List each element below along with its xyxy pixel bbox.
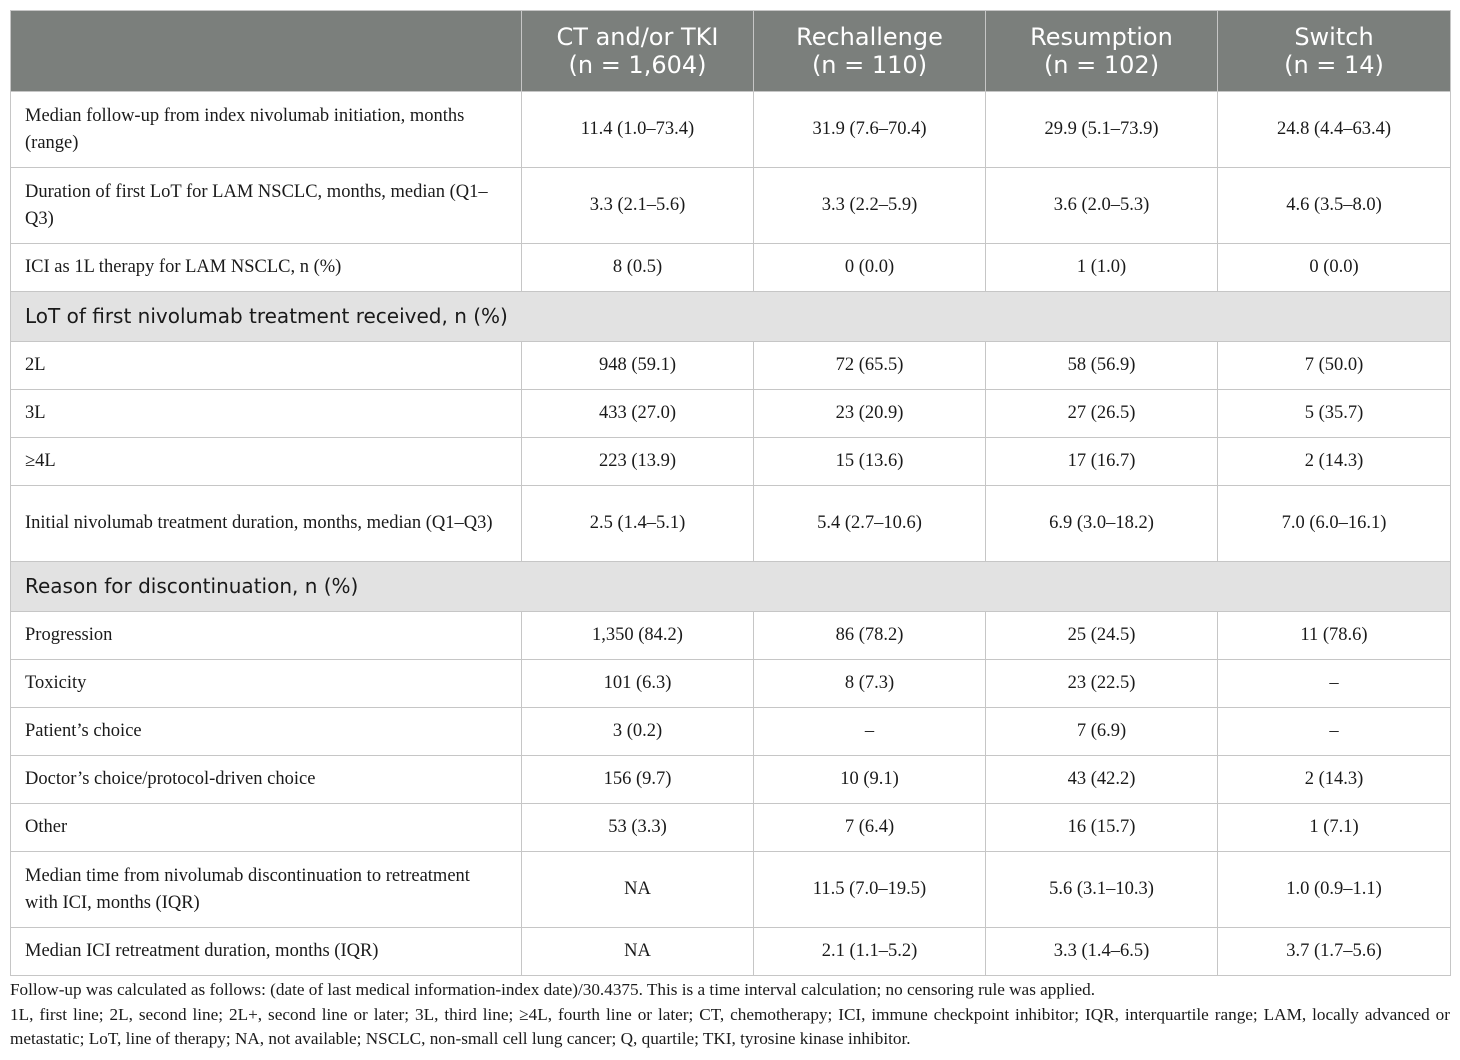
cell-value: – [1218, 660, 1451, 708]
row-label: Initial nivolumab treatment duration, months, median (Q1–Q3) [11, 486, 522, 562]
cell-value: 72 (65.5) [754, 342, 986, 390]
section-header-row [11, 292, 1451, 342]
table-row [11, 852, 1451, 928]
cell-value: 7.0 (6.0–16.1) [1218, 486, 1451, 562]
cell-value: 1.0 (0.9–1.1) [1218, 852, 1451, 928]
header-count: (n = 1,604) [568, 51, 707, 79]
cell-value: 29.9 (5.1–73.9) [986, 92, 1218, 168]
table-row [11, 660, 1451, 708]
table-row [11, 342, 1451, 390]
data-table [10, 10, 1451, 976]
data-table-container [10, 10, 1450, 976]
row-label: Median time from nivolumab discontinuation to retreatment with ICI, months (IQR) [11, 852, 522, 928]
cell-value: 7 (50.0) [1218, 342, 1451, 390]
cell-value: 2 (14.3) [1218, 756, 1451, 804]
cell-value: 2 (14.3) [1218, 438, 1451, 486]
cell-value: 17 (16.7) [986, 438, 1218, 486]
table-row [11, 92, 1451, 168]
cell-value: 8 (0.5) [522, 244, 754, 292]
cell-value: 3.3 (2.1–5.6) [522, 168, 754, 244]
header-cell-resumption [986, 11, 1218, 92]
table-row [11, 612, 1451, 660]
footnote-abbreviations: 1L, first line; 2L, second line; 2L+, second line or later; 3L, third line; ≥4L, fourth line or later; CT, chemotherapy; ICI, immune checkpoint inhibitor; IQR, interquartile range; LAM, locally advanced or metastatic; LoT, line of therapy; NA, not available; NSCLC, non-small cell lung cancer; Q, quartile; TKI, tyrosine kinase inhibitor. [10, 1004, 1450, 1048]
cell-value: 15 (13.6) [754, 438, 986, 486]
cell-value: 23 (22.5) [986, 660, 1218, 708]
row-label: Median follow-up from index nivolumab initiation, months (range) [11, 92, 522, 168]
footnote-follow-up: Follow-up was calculated as follows: (date of last medical information-index date)/30.4375. This is a time interval calculation; no censoring rule was applied. [10, 980, 1096, 999]
cell-value: 101 (6.3) [522, 660, 754, 708]
section-title: LoT of first nivolumab treatment received, n (%) [11, 292, 1451, 342]
table-row [11, 390, 1451, 438]
row-label: ICI as 1L therapy for LAM NSCLC, n (%) [11, 244, 522, 292]
header-cell-switch [1218, 11, 1451, 92]
header-count: (n = 14) [1284, 51, 1384, 79]
cell-value: 23 (20.9) [754, 390, 986, 438]
table-row [11, 756, 1451, 804]
table-header-row [11, 11, 1451, 92]
cell-value: 2.1 (1.1–5.2) [754, 928, 986, 976]
cell-value: 433 (27.0) [522, 390, 754, 438]
cell-value: 5.6 (3.1–10.3) [986, 852, 1218, 928]
cell-value: – [754, 708, 986, 756]
cell-value: 7 (6.4) [754, 804, 986, 852]
cell-value: 6.9 (3.0–18.2) [986, 486, 1218, 562]
cell-value: 4.6 (3.5–8.0) [1218, 168, 1451, 244]
table-row [11, 168, 1451, 244]
table-row [11, 928, 1451, 976]
header-title: Resumption [1030, 23, 1173, 51]
cell-value: 156 (9.7) [522, 756, 754, 804]
cell-value: 10 (9.1) [754, 756, 986, 804]
cell-value: 43 (42.2) [986, 756, 1218, 804]
cell-value: 223 (13.9) [522, 438, 754, 486]
cell-value: 3.7 (1.7–5.6) [1218, 928, 1451, 976]
cell-value: – [1218, 708, 1451, 756]
row-label: Progression [11, 612, 522, 660]
table-row [11, 804, 1451, 852]
section-header-row [11, 562, 1451, 612]
cell-value: NA [522, 928, 754, 976]
cell-value: 3.6 (2.0–5.3) [986, 168, 1218, 244]
cell-value: 58 (56.9) [986, 342, 1218, 390]
section-title: Reason for discontinuation, n (%) [11, 562, 1451, 612]
cell-value: 11.4 (1.0–73.4) [522, 92, 754, 168]
table-row [11, 708, 1451, 756]
cell-value: 25 (24.5) [986, 612, 1218, 660]
table-footnotes [10, 978, 1450, 1052]
cell-value: 0 (0.0) [754, 244, 986, 292]
cell-value: 31.9 (7.6–70.4) [754, 92, 986, 168]
row-label: 2L [11, 342, 522, 390]
header-count: (n = 110) [811, 51, 928, 79]
cell-value: 1 (7.1) [1218, 804, 1451, 852]
cell-value: 86 (78.2) [754, 612, 986, 660]
cell-value: 16 (15.7) [986, 804, 1218, 852]
header-cell-ct-tki [522, 11, 754, 92]
cell-value: 2.5 (1.4–5.1) [522, 486, 754, 562]
cell-value: 53 (3.3) [522, 804, 754, 852]
cell-value: 3.3 (2.2–5.9) [754, 168, 986, 244]
cell-value: 1 (1.0) [986, 244, 1218, 292]
header-title: Switch [1294, 23, 1374, 51]
row-label: Median ICI retreatment duration, months (IQR) [11, 928, 522, 976]
table-row [11, 438, 1451, 486]
row-label: Duration of first LoT for LAM NSCLC, months, median (Q1–Q3) [11, 168, 522, 244]
cell-value: 11 (78.6) [1218, 612, 1451, 660]
cell-value: 7 (6.9) [986, 708, 1218, 756]
cell-value: 1,350 (84.2) [522, 612, 754, 660]
cell-value: 3.3 (1.4–6.5) [986, 928, 1218, 976]
header-cell-rechallenge [754, 11, 986, 92]
cell-value: 5 (35.7) [1218, 390, 1451, 438]
row-label: ≥4L [11, 438, 522, 486]
cell-value: 27 (26.5) [986, 390, 1218, 438]
row-label: Doctor’s choice/protocol-driven choice [11, 756, 522, 804]
header-cell-empty [11, 11, 522, 92]
header-title: CT and/or TKI [556, 23, 719, 51]
header-count: (n = 102) [1043, 51, 1160, 79]
cell-value: NA [522, 852, 754, 928]
cell-value: 11.5 (7.0–19.5) [754, 852, 986, 928]
row-label: Patient’s choice [11, 708, 522, 756]
header-title: Rechallenge [796, 23, 943, 51]
cell-value: 24.8 (4.4–63.4) [1218, 92, 1451, 168]
row-label: Other [11, 804, 522, 852]
row-label: 3L [11, 390, 522, 438]
row-label: Toxicity [11, 660, 522, 708]
cell-value: 8 (7.3) [754, 660, 986, 708]
cell-value: 3 (0.2) [522, 708, 754, 756]
table-row [11, 486, 1451, 562]
cell-value: 948 (59.1) [522, 342, 754, 390]
table-row [11, 244, 1451, 292]
cell-value: 5.4 (2.7–10.6) [754, 486, 986, 562]
cell-value: 0 (0.0) [1218, 244, 1451, 292]
